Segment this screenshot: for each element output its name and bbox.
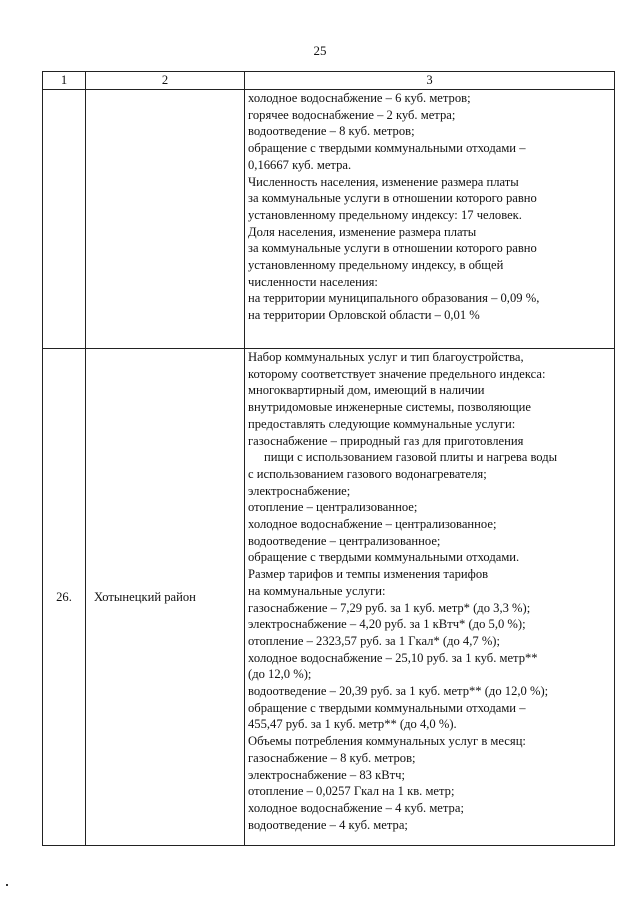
- text-line: горячее водоснабжение – 2 куб. метра;: [248, 107, 456, 122]
- text-line: электроснабжение – 4,20 руб. за 1 кВтч* (до 5,0 %);: [248, 617, 526, 632]
- text-line: 455,47 руб. за 1 куб. метр** (до 4,0 %).: [248, 717, 457, 732]
- text-line: многоквартирный дом, имеющий в наличии: [248, 383, 485, 398]
- header-col-2: 2: [86, 72, 245, 90]
- text-line: Доля населения, изменение размера платы: [248, 224, 477, 239]
- header-col-1: 1: [43, 72, 86, 90]
- text-line: численности населения:: [248, 274, 378, 289]
- table-header-row: [43, 72, 615, 90]
- text-line: установленному предельному индексу: 17 человек.: [248, 207, 522, 222]
- text-line: газоснабжение – природный газ для приготовления: [248, 433, 524, 448]
- text-line: Объемы потребления коммунальных услуг в месяц:: [248, 734, 526, 749]
- text-line: за коммунальные услуги в отношении которого равно: [248, 191, 537, 206]
- text-line: 0,16667 куб. метра.: [248, 157, 352, 172]
- table-row-26: [43, 349, 615, 846]
- text-line: электроснабжение – 83 кВтч;: [248, 767, 405, 782]
- text-line: предоставлять следующие коммунальные услуги:: [248, 416, 516, 431]
- text-line: отопление – 2323,57 руб. за 1 Гкал* (до 4,7 %);: [248, 633, 501, 648]
- text-line: которому соответствует значение предельного индекса:: [248, 366, 546, 381]
- text-line: внутридомовые инженерные системы, позволяющие: [248, 400, 531, 415]
- text-line: пищи с использованием газовой плиты и нагрева воды: [264, 450, 558, 465]
- text-line: отопление – 0,0257 Гкал на 1 кв. метр;: [248, 784, 455, 799]
- tariff-table: [42, 71, 615, 846]
- text-line: холодное водоснабжение – централизованное;: [248, 517, 497, 532]
- text-line: за коммунальные услуги в отношении которого равно: [248, 241, 537, 256]
- row-number-cell: [43, 90, 86, 349]
- text-line: обращение с твердыми коммунальными отходами –: [248, 141, 526, 156]
- text-line: водоотведение – 20,39 руб. за 1 куб. метр** (до 12,0 %);: [248, 684, 549, 699]
- text-line: электроснабжение;: [248, 483, 351, 498]
- text-line: водоотведение – централизованное;: [248, 533, 441, 548]
- district-cell: [86, 90, 245, 349]
- text-line: водоотведение – 8 куб. метров;: [248, 124, 415, 139]
- text-line: обращение с твердыми коммунальными отходами.: [248, 550, 520, 565]
- text-line: холодное водоснабжение – 6 куб. метров;: [248, 91, 471, 105]
- text-line: отопление – централизованное;: [248, 500, 418, 515]
- text-line: газоснабжение – 7,29 руб. за 1 куб. метр* (до 3,3 %);: [248, 600, 531, 615]
- text-line: на территории муниципального образования – 0,09 %,: [248, 291, 540, 306]
- text-line: (до 12,0 %);: [248, 667, 312, 682]
- text-line: обращение с твердыми коммунальными отходами –: [248, 700, 526, 715]
- text-line: холодное водоснабжение – 4 куб. метра;: [248, 800, 464, 815]
- scan-dot: [6, 884, 8, 886]
- text-line: с использованием газового водонагревателя;: [248, 466, 487, 481]
- text-line: установленному предельному индексу, в общей: [248, 258, 504, 273]
- row-number-cell: 26.: [43, 349, 86, 846]
- description-cell: [245, 90, 615, 349]
- text-line: Набор коммунальных услуг и тип благоустройства,: [248, 350, 524, 364]
- district-cell: Хотынецкий район: [86, 349, 245, 846]
- text-line: Размер тарифов и темпы изменения тарифов: [248, 567, 489, 582]
- text-line: водоотведение – 4 куб. метра;: [248, 817, 408, 832]
- header-col-3: 3: [245, 72, 615, 90]
- text-line: на коммунальные услуги:: [248, 583, 386, 598]
- text-line: газоснабжение – 8 куб. метров;: [248, 750, 416, 765]
- page-number: 25: [313, 43, 327, 58]
- text-line: холодное водоснабжение – 25,10 руб. за 1 куб. метр**: [248, 650, 538, 665]
- table-row-continuation: [43, 90, 615, 349]
- text-line: на территории Орловской области – 0,01 %: [248, 308, 480, 323]
- text-line: Численность населения, изменение размера платы: [248, 174, 519, 189]
- description-cell: [245, 349, 615, 846]
